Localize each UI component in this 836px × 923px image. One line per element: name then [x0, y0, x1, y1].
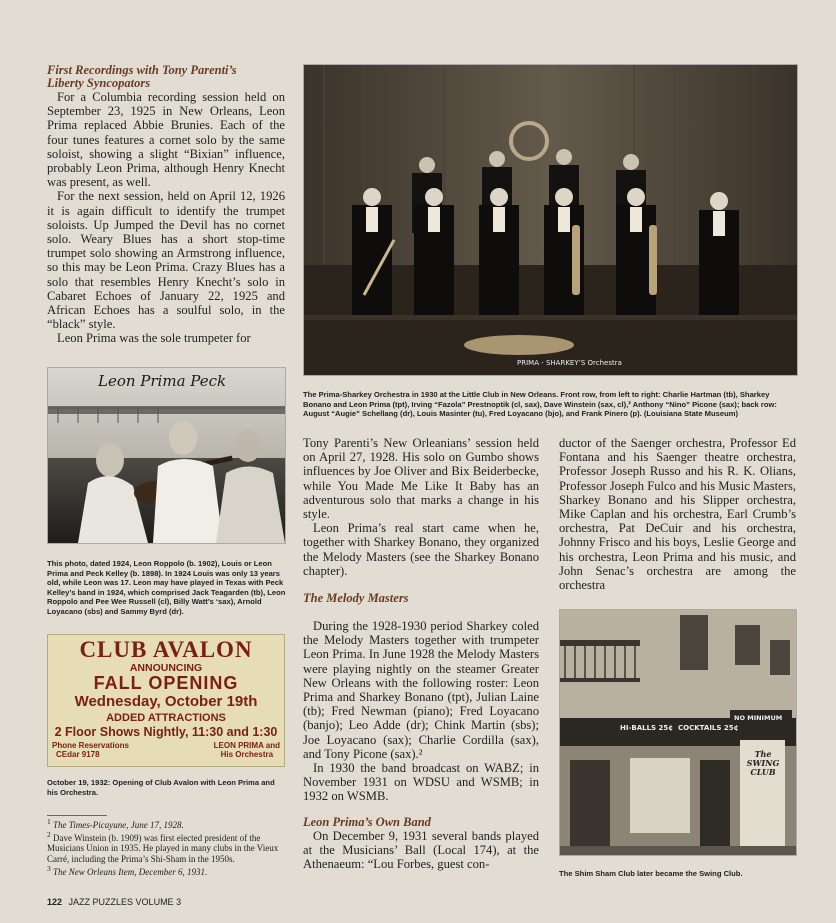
marquee-no-minimum: NO MINIMUM [734, 714, 783, 722]
paragraph: Tony Parenti’s New Orleanians’ session held on April 27, 1928. His solo on Gumbo shows influences by Joe Oliver and Bix Beiderbecke, while You Made Me Like It Baby has an adventurous solo that marks a change in his style. [303, 436, 539, 522]
paragraph: For a Columbia recording session held on September 23, 1925 in New Orleans, Leon Prima replaced Abbie Brunies. Each of the four tunes features a cornet solo by the same soloist, showing a slight “Bixian” influence, probably Leon Prima, although Henry Knecht was present, as well. [47, 90, 285, 190]
ad-added-attractions: ADDED ATTRACTIONS [106, 712, 226, 724]
right-body [559, 436, 796, 592]
ad-caption-box [47, 778, 287, 797]
page-number: 122 [47, 897, 63, 907]
paragraph: ductor of the Saenger orchestra, Professor Ed Fontana and his Saenger theatre orchestra, Professor Joseph Russo and his R. K. Olians, Professor Joseph Fulco and his Music Masters, Sharkey Bonano and his Slipper orchestra, Mike Caplan and his orchestra, Earl Crumb’s orchestra, Pat DeCuir and his orchestra, Johnny Frisco and his boys, Leslie George and his orchestra, Leon Prima and his music, and John Senac’s orchestra are among the orchestra [559, 436, 796, 593]
photo-swing-club [559, 609, 797, 856]
photo-caption: The Prima-Sharkey Orchestra in 1930 at the Little Club in New Orleans. Front row, from left to right: Charlie Hartman (tb), Sharkey Bonano and Leon Prima (tpt), Irving “Fazola” Prestnoptik (cl, sax), Dave Winstein (sax, cl),² Anthony “Nino” Picone (sax); back row: August “Augie” Schellang (dr), Louis Masinter (tu), Fred Loyacano (bjo), and Frank Pinero (p). (Louisiana State Museum) [303, 390, 777, 419]
footnote-1: $^1$ The Times-Picayune, June 17, 1928. [47, 817, 184, 830]
right-column [559, 436, 796, 592]
footnote-2: $^2$ Dave Winstein (b. 1909) was first elected president of the Musicians Union in 1935. He played in many clubs in the Vieux Carré, including the Prima’s Shi-Sham in the 1950s. [47, 830, 279, 864]
left-body [47, 90, 285, 346]
paragraph: On December 9, 1931 several bands played at the Musicians’ Ball (Local 174), at the Athenaeum: “Lou Forbes, guest con- [303, 828, 539, 872]
ad-caption: October 19, 1932: Opening of Club Avalon with Leon Prima and his Orchestra. [47, 778, 275, 797]
small-photo-caption-box [47, 559, 287, 617]
photo-illustration [48, 368, 285, 543]
middle-column [303, 436, 539, 871]
photo-caption: The Shim Sham Club later became the Swing Club. [559, 869, 743, 878]
swing-club-illustration [560, 610, 796, 855]
paragraph: During the 1928-1930 period Sharkey coled the Melody Masters together with trumpeter Leon Prima. In June 1928 the Melody Masters were playing nightly on the steamer Greater New Orleans with the following roster: Leon Prima and Sharkey Bonano (tpt), Julian Laine (tb); Fred Newman (piano); Fred Loyacano (banjo); Leo Adde (dr); Chink Martin (sbs); Joe Loyacano (sax); Charlie Cordilla (sax), and Tony Picone (sax).² [303, 619, 539, 761]
drum-lettering: PRIMA - SHARKEY’S Orchestra [517, 359, 622, 367]
marquee-text [620, 724, 738, 732]
ad-fall-opening: FALL OPENING [93, 673, 239, 693]
section-heading: The Melody Masters [303, 591, 409, 606]
photo-caption: This photo, dated 1924, Leon Roppolo (b. 1902), Louis or Leon Prima and Peck Kelley (b. 1898). In 1924 Louis was only 13 years old, while Leon was 17. Leon may have played in Texas with Peck Kelley’s band in 1924, which comprised Jack Teagarden (tb), Leon Roppolo and Pee Wee Russell (cl), Billy Watt’s ‘sax), Arnold Loyacano (sbs) and Sammy Byrd (dr). [47, 559, 286, 616]
ad-phone: CEdar 9178 [56, 750, 100, 759]
marquee-highballs: HI-BALLS 25¢ [620, 724, 674, 732]
ad-date: Wednesday, October 19th [74, 693, 258, 710]
footnote-3: $^3$ The New Orleans Item, December 6, 1931. [47, 863, 208, 877]
paragraph: Leon Prima’s real start came when he, together with Sharkey Bonano, they organized the Melody Masters (see the Sharkey Bonano chapter). [303, 521, 539, 578]
photo-three-musicians [47, 367, 286, 544]
club-avalon-ad [47, 634, 285, 767]
middle-body-mid [303, 619, 539, 804]
paragraph: In 1930 the band broadcast on WABZ; in November 1931 on WDSU and WSMB; in 1932 on WSMB. [303, 761, 539, 804]
swing-club-sign: The SWING CLUB [746, 749, 780, 777]
footnote-1-text: The Times-Picayune, June 17, 1928. [53, 820, 184, 830]
footnote-3-text: The New Orleans Item, December 6, 1931. [53, 866, 208, 877]
paragraph: Leon Prima was the sole trumpeter for [57, 331, 251, 346]
ad-shows: 2 Floor Shows Nightly, 11:30 and 1:30 [54, 725, 278, 739]
signature-text: Leon Prima Peck [98, 372, 227, 390]
middle-body-top [303, 436, 539, 578]
marquee-cocktails: COCKTAILS 25¢ [678, 724, 739, 732]
orchestra-illustration [304, 65, 797, 375]
large-photo-caption-box [303, 390, 796, 419]
ad-title: CLUB AVALON [79, 637, 253, 662]
section-heading: First Recordings with Tony Parenti’s Liberty Syncopators [47, 63, 237, 90]
ad-band2: His Orchestra [220, 750, 274, 759]
photo-prima-sharkey-orchestra [303, 64, 798, 376]
club-photo-caption-box [559, 869, 796, 879]
footnotes [47, 815, 287, 877]
paragraph: For the next session, held on April 12, 1926 it is again difficult to identify the trumpet soloists. Up Jumped the Devil has no cornet solo. Weary Blues has a short stop-time trumpet solo showing an Armstrong influence, so this may be Leon Prima. Crazy Blues has a solo that resembles Henry Knecht’s solo in Cabaret Echoes of January 22, 1925 and African Echoes has a soulful solo, in the “black” style. [47, 189, 285, 332]
page-footer [47, 897, 181, 907]
section-heading: Leon Prima’s Own Band [303, 814, 431, 829]
footnote-divider [47, 815, 107, 816]
ad-band: LEON PRIMA and [213, 741, 280, 750]
ad-announcing: ANNOUNCING [129, 662, 203, 674]
book-title: JAZZ PUZZLES VOLUME 3 [68, 897, 182, 907]
ad-phone-label: Phone Reservations [52, 741, 129, 750]
left-column [47, 64, 285, 346]
middle-body-bottom [303, 829, 539, 872]
footnote-2-text: Dave Winstein (b. 1909) was first elected president of the Musicians Union in 1935. He played in many clubs in the Vieux Carré, including the Prima’s Shi-Sham in the 1950s. [47, 833, 279, 864]
